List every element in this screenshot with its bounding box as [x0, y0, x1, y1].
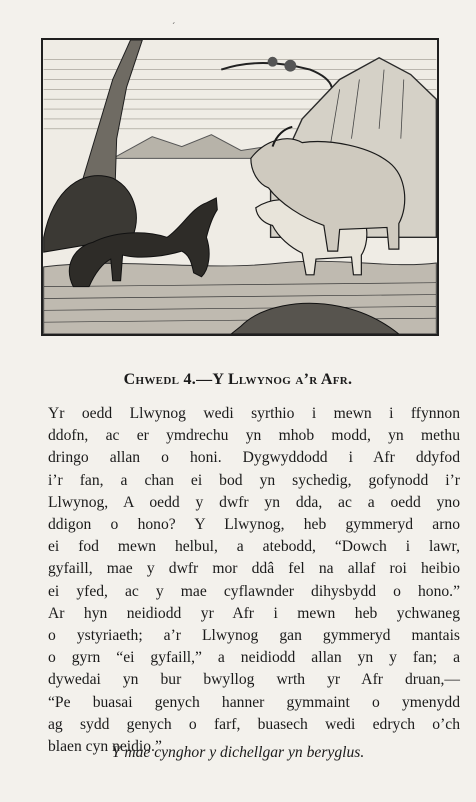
corner-mark: ´: [172, 22, 176, 33]
fable-line: Ar hyn neidiodd yr Afr i mewn heb ychwaneg: [48, 604, 460, 622]
fable-line: blaen cyn neidio.”: [48, 738, 162, 756]
fable-line: ag sydd genych o farf, buasech wedi edrych o’ch: [48, 715, 460, 733]
fable-illustration: [41, 38, 439, 336]
fable-line: Llwynog, A oedd y dwfr yn dda, ac a oedd yno: [48, 493, 460, 511]
fable-line: i’r fan, a chan ei bod yn sychedig, gofynodd i’r: [48, 471, 460, 489]
fable-line: ei yfed, ac y mae cyflawnder dihysbydd o hono.”: [48, 582, 460, 600]
fable-line: gyfaill, mae y dwfr mor ddâ fel na allaf roi heibio: [48, 560, 460, 578]
fable-line: ddigon o hono? Y Llwynog, heb gymmeryd arno: [48, 516, 460, 534]
fable-line: Yr oedd Llwynog wedi syrthio i mewn i ffynnon: [48, 405, 460, 422]
fable-line: “Pe buasai genych hanner gymmaint o ymenydd: [48, 693, 460, 711]
fox-and-goat-engraving: [43, 40, 437, 334]
fable-line: o ystyriaeth; a’r Llwynog gan gymmeryd mantais: [48, 627, 460, 645]
fable-line: ei fod mewn helbul, a atebodd, “Dowch i lawr,: [48, 538, 460, 556]
fable-moral: Y mae cynghor y dichellgar yn beryglus.: [111, 744, 365, 761]
fable-line: ddofn, ac er ymdrechu yn mhob modd, yn methu: [48, 427, 460, 445]
fable-body: [48, 403, 460, 758]
fable-line: o gyrn “ei gyfaill,” a neidiodd allan yn y fan; a: [48, 649, 460, 667]
fable-line: dringo allan o honi. Dygwyddodd i Afr ddyfod: [48, 449, 460, 467]
fable-line: dywedai yn bur bwyllog wrth yr Afr druan,—: [48, 671, 460, 689]
fable-title: Chwedl 4.—Y Llwynog a’r Afr.: [123, 371, 353, 388]
